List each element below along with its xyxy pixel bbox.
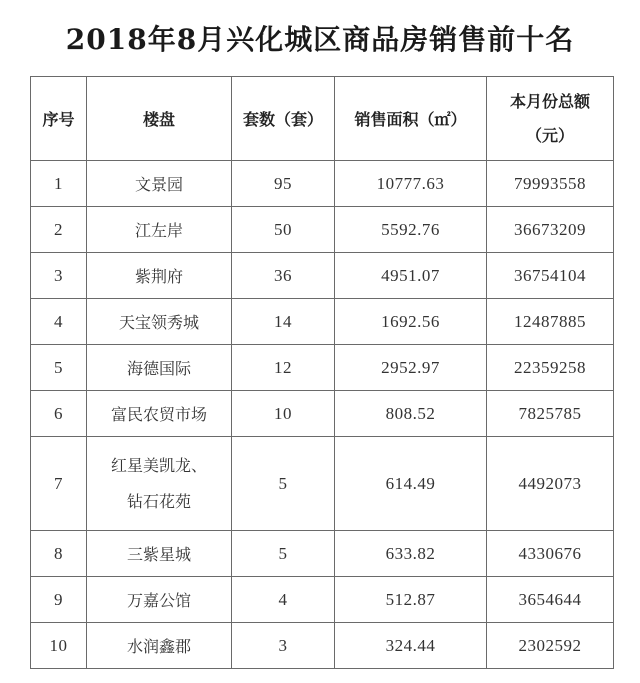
- table-row: [31, 345, 614, 391]
- cell-index: 6: [31, 391, 87, 437]
- cell-units: 14: [232, 299, 335, 345]
- cell-area: 324.44: [335, 623, 487, 669]
- cell-area: 512.87: [335, 577, 487, 623]
- cell-total: 79993558: [487, 161, 614, 207]
- cell-project: 紫荆府: [87, 253, 232, 299]
- cell-total: 7825785: [487, 391, 614, 437]
- table-row: [31, 161, 614, 207]
- cell-total: 36754104: [487, 253, 614, 299]
- cell-units: 3: [232, 623, 335, 669]
- cell-index: 10: [31, 623, 87, 669]
- header-total-line2: （元）: [525, 125, 574, 145]
- cell-total: 2302592: [487, 623, 614, 669]
- table-row: [31, 253, 614, 299]
- cell-units: 12: [232, 345, 335, 391]
- table-row: [31, 391, 614, 437]
- table-row: [31, 207, 614, 253]
- cell-project: 水润鑫郡: [87, 623, 232, 669]
- cell-area: 808.52: [335, 391, 487, 437]
- cell-total: 4492073: [487, 437, 614, 531]
- cell-area: 1692.56: [335, 299, 487, 345]
- cell-units: 50: [232, 207, 335, 253]
- header-project: 楼盘: [87, 77, 232, 161]
- cell-project: 富民农贸市场: [87, 391, 232, 437]
- cell-area: 5592.76: [335, 207, 487, 253]
- header-total-line1: 本月份总额: [509, 91, 590, 111]
- cell-units: 5: [232, 531, 335, 577]
- cell-project: 万嘉公馆: [87, 577, 232, 623]
- cell-index: 2: [31, 207, 87, 253]
- cell-units: 36: [232, 253, 335, 299]
- table-row: [31, 623, 614, 669]
- header-total: [487, 77, 614, 161]
- cell-index: 7: [31, 437, 87, 531]
- cell-index: 3: [31, 253, 87, 299]
- cell-units: 5: [232, 437, 335, 531]
- header-area: 销售面积（㎡）: [335, 77, 487, 161]
- page-title: 2018年8月兴化城区商品房销售前十名: [65, 23, 575, 56]
- cell-area: 614.49: [335, 437, 487, 531]
- cell-total: 22359258: [487, 345, 614, 391]
- cell-area: 633.82: [335, 531, 487, 577]
- cell-total: 36673209: [487, 207, 614, 253]
- cell-units: 4: [232, 577, 335, 623]
- cell-total: 4330676: [487, 531, 614, 577]
- cell-index: 1: [31, 161, 87, 207]
- cell-area: 10777.63: [335, 161, 487, 207]
- cell-project: 天宝领秀城: [87, 299, 232, 345]
- cell-total: 3654644: [487, 577, 614, 623]
- cell-units: 10: [232, 391, 335, 437]
- table-row: [31, 577, 614, 623]
- cell-area: 4951.07: [335, 253, 487, 299]
- cell-project: 江左岸: [87, 207, 232, 253]
- cell-project: [87, 437, 232, 531]
- sales-table: [30, 76, 614, 669]
- cell-index: 4: [31, 299, 87, 345]
- cell-index: 8: [31, 531, 87, 577]
- table-row: [31, 299, 614, 345]
- table-row: [31, 531, 614, 577]
- cell-project-line2: 钻石花苑: [126, 491, 191, 511]
- table-row: [31, 437, 614, 531]
- cell-total: 12487885: [487, 299, 614, 345]
- cell-project: 海德国际: [87, 345, 232, 391]
- cell-area: 2952.97: [335, 345, 487, 391]
- table-header-row: [31, 77, 614, 161]
- cell-project: 三紫星城: [87, 531, 232, 577]
- cell-index: 5: [31, 345, 87, 391]
- cell-units: 95: [232, 161, 335, 207]
- header-units: 套数（套）: [232, 77, 335, 161]
- header-index: 序号: [31, 77, 87, 161]
- cell-project: 文景园: [87, 161, 232, 207]
- cell-project-line1: 红星美凯龙、: [110, 455, 207, 475]
- cell-index: 9: [31, 577, 87, 623]
